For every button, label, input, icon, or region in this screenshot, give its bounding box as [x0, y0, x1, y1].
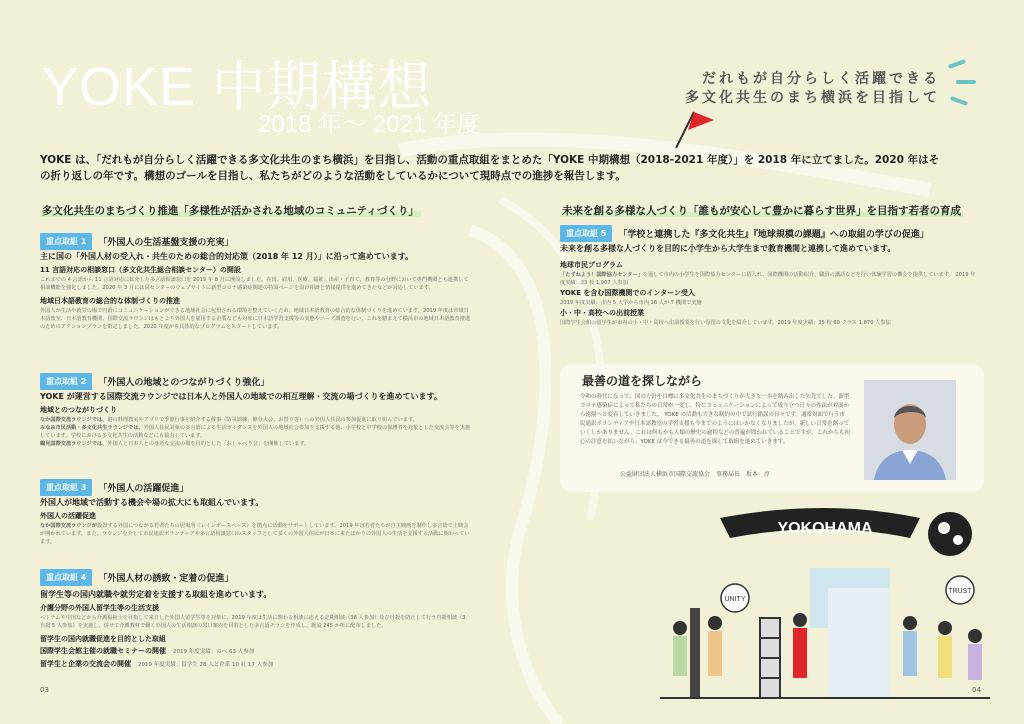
- right-column-heading: 未来を創る多様な人づくり「誰もが安心して豊かに暮らす世界」を目指す若者の育成: [562, 205, 961, 217]
- effort-2-body: YOKE が運営する国際交流ラウンジでは日本人と外国人の地域での相互理解・交流の場づくりを進めています。 地域とのつながりづくり なか国際交流ラウンジでは、港の料理教室やアプリで季節行事を紹介する催事（防災訓練、節分大会、お祭り等）への外国人住民の参加促進に取り組んでいます。 みなみ市民活動・多文化共生ラウンジでは、外国人住民対象の多言語による生活ガイダンスを外国人の地域社会参加を支援する他、小学校と中学校の保護者を対象とした交流会等を実施しています。学校における多文化共生の活動などにも協力しています。 鶴見国際交流ラウンジでは、外国人と日本人との身近な交流の場を目的とした「おしゃべり会」を開催しています。: [40, 392, 471, 447]
- effort-1-body: 主に国の「外国人材の受入れ・共生のための総合的対応策（2018 年 12 月）」に沿って進めています。 11 言語対応の相談窓口（多文化共生総合相談センター）の開設 これまでの 4 言語から 11 言語対応に拡充した多言語相談窓口を 2019 年 8 月に開設しました。在留、雇用、医療、福祉、出産・子育て、教育等の分野において専門機関とも連携して相談機能を強化しました。2020 年 3 月には同センターのウェブサイトに新型コロナ感染症関連の特設ページを設け相談と情報提供を進めてきたなどが対応しています。 地域日本語教育の総合的な体制づくりの推進 外国人が生活や就労の場で円滑にコミュニケーションができる地域社会に包摂される環境を整えていくため、地域日本語教育の総合的な体制づくりを進めています。2019 年度は市域日本語教室、日本語教育機関、国際交流ラウンジはもとより外国人を雇用する企業なども対象に日本語学習支援等の実態やニーズ調査を行い、これを踏まえて横浜市の地域日本語教育推進のためのアクションプランを策定しました。2020 年度から具体的なプログラムをスタートしています。: [40, 252, 471, 330]
- effort-2-header: [40, 373, 269, 390]
- slogan: [640, 70, 940, 108]
- sign-trust: TRUST: [948, 588, 972, 595]
- teal-dash-icon: [956, 80, 976, 84]
- yokohama-community-illustration: [660, 508, 990, 708]
- effort-title: 「外国人の生活基盤支援の充実」: [98, 238, 234, 248]
- effort-5-body: 未来を創る多様な人づくりを目的に小学生から大学生まで教育機関と連携して進めています。 地球市民プログラム 「たずねよう！国際協力センター」を通して市内の小学生を国際協力センターに招入れ、国際機関の活動紹介、職員の講話などを行い体験学習の機会を提供しています。 2019 年度実績：23 校 1,907 人参加 YOKE を含む国際機関でのインターン受入 2019 年度実績：市内 5 大学から市内 16 人が 7 機関で実施 小・中・高校への出前授業 国際学生会館の留学生が市内の小・中・高校へ出前授業を行い母国の文化を紹介しています。2019 年度実績：35 校 60 クラス 1,870 人参加: [560, 244, 976, 326]
- effort-title: 「外国人の地域とのつながりづくり強化」: [98, 378, 270, 388]
- effort-badge: 重点取組 1: [40, 233, 92, 250]
- intro-text: YOKE は、「だれもが自分らしく活躍できる多文化共生のまち横浜」を目指し、活動の重点取組をまとめた「YOKE 中期構想（2018-2021 年度）」を 2018 年に立てました。2020 年はその折り返しの年です。構想のゴールを目指し、私たちがどのような活動をしているかについて現時点での進捗を報告します。: [40, 154, 940, 182]
- page-title: YOKE 中期構想: [42, 57, 433, 117]
- period-subtitle: 2018 年〜 2021 年度: [258, 111, 481, 138]
- banner-text: YOKOHAMA: [777, 520, 873, 537]
- effort-3-header: [40, 479, 188, 496]
- page-number-left: 03: [40, 686, 49, 694]
- effort-badge: 重点取組 4: [40, 569, 92, 586]
- effort-3-body: 外国人が地域で活動する機会や場の拡大にも取組んでいます。 外国人の活躍促進 なか国際交流ラウンジが設置する外国につながる若者たちの居場所（レインボースペース）を拠点に活動をサポートしています。2019 年は若者たちが自主映画を制作し多言語で上映会が開かれています。また、ラウンジを介して市民通訳ボランティアや多言語相談窓口のスタッフとして多くの外国人住民が日本に来たばかりの外国人の生活を支援する活動に関わっています。: [40, 498, 470, 545]
- effort-title: 「外国人材の誘致・定着の促進」: [98, 574, 234, 584]
- message-signature: 公益財団法人横浜市国際交流協会 事務局長 坂本 淳: [620, 471, 771, 478]
- message-body: 令和の時代になって、国の方針を目標に多文化共生のまちづくりが大きな一歩を踏み出した矢先でした。新型コロナ感染症によって私たちの日常が一変し、特にコミュニケーションによって成り立つ日々の作法が対面から遠隔へと変容していきました。 YOKE の活動も大きな制約の中で試行錯誤の日々です。通常対面で行う市民通訳ボランティアや日本語教室の学習支援も今までのようにはいかなくなりましたが、新しい日常を創っていくしかありません。これは何もかも人類の歴史の過程などの普遍が問われていることですが、これからも初心の注意を払いながら、YOKE は今できる最善の道を探して取組を進めていきます。: [580, 394, 850, 445]
- red-flag-icon: [670, 108, 720, 150]
- effort-badge: 重点取組 3: [40, 479, 92, 496]
- effort-4-body: 留学生等の国内就職や就労定着を支援する取組を進めています。 介護分野の外国人留学生等の生活支援 ベトナムや中国などから介護福祉士を目指して来日した外国人留学生等を対象に、2019 年度は生活に関わる相談に応える定期相談（38 人参加）及び自殺を防止して行う自殺相談（3 自殺 5 人参加）を実施し、併せて介護教材で働く外国人の生活相談の窓口案内を目的とした多言語チラシを作成し、施設 245 か所に配布しました。 留学生の国内就職促進を目的とした取組 国際学生会館主催の就職セミナーの開催 2019 年度実績：のべ 63 人参加 留学生と企業の交流会の開催 2019 年度実績：留学生 28 人と企業 10 社 17 人参加: [40, 590, 466, 668]
- effort-badge: 重点取組 5: [560, 225, 612, 242]
- director-photo: [864, 380, 956, 480]
- sign-unity: UNITY: [724, 596, 746, 603]
- effort-5-header: [560, 225, 929, 242]
- slogan-line-1: だれもが自分らしく活躍できる: [702, 71, 940, 87]
- left-column-heading: 多文化共生のまちづくり推進「多様性が活かされる地域のコミュニティづくり」: [42, 205, 419, 217]
- page-number-right: 04: [972, 686, 981, 694]
- message-title: 最善の道を探しながら: [582, 374, 703, 388]
- effort-4-header: [40, 569, 233, 586]
- slogan-line-2: 多文化共生のまち横浜を目指して: [685, 90, 940, 106]
- effort-1-header: [40, 233, 233, 250]
- effort-title: 「外国人の活躍促進」: [98, 484, 189, 494]
- effort-badge: 重点取組 2: [40, 373, 92, 390]
- effort-title: 「学校と連携した『多文化共生』『地球規模の課題』への取組の学びの促進」: [618, 230, 929, 240]
